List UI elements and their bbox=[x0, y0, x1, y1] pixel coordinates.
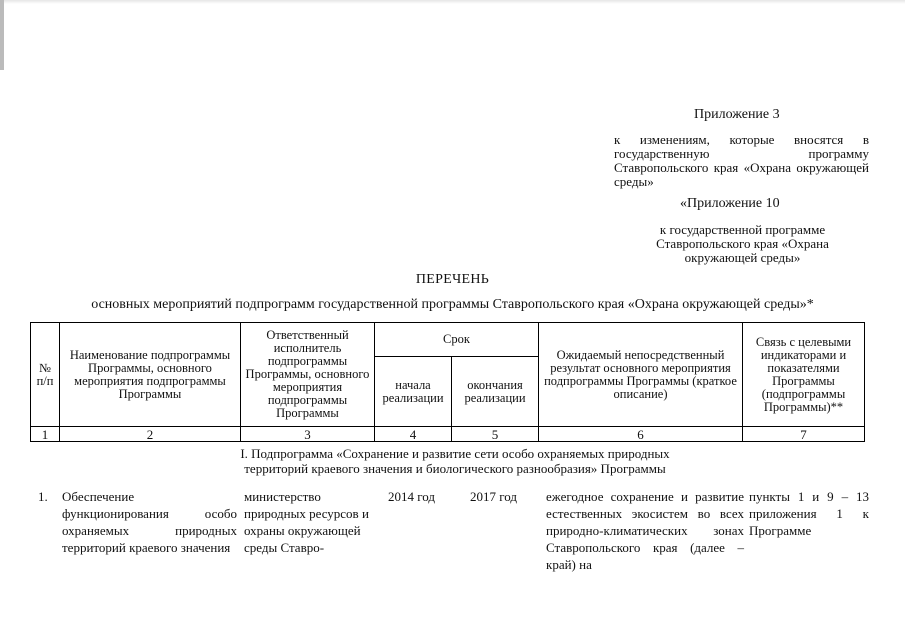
column-number: 4 bbox=[375, 427, 452, 442]
column-number: 5 bbox=[452, 427, 539, 442]
appendix-title: Приложение 3 bbox=[694, 107, 780, 122]
row-start-year: 2014 год bbox=[388, 489, 435, 504]
document-subtitle: основных мероприятий подпрограмм государственной программы Ставропольского края «Охрана окружающей среды»* bbox=[91, 297, 814, 312]
header-col-num: № п/п bbox=[31, 323, 60, 427]
row-end-year: 2017 год bbox=[470, 489, 517, 504]
row-activity-name: Обеспечение функционирования особо охраняемых природных территорий краевого значения bbox=[62, 489, 237, 555]
header-col-result: Ожидаемый непосредственный результат основного мероприятия подпрограммы Программы (краткое описание) bbox=[539, 323, 743, 427]
header-col-name: Наименование подпрограммы Программы, основного мероприятия подпрограммы Программы bbox=[60, 323, 241, 427]
header-col-end: окончания реализации bbox=[452, 357, 539, 427]
scan-edge-top bbox=[0, 0, 905, 4]
header-col-link: Связь с целевыми индикаторами и показателями Программы (подпрограммы Программы)** bbox=[743, 323, 865, 427]
section-title: I. Подпрограмма «Сохранение и развитие сети особо охраняемых природных территорий краевого значения и биологического разнообразия» Программы bbox=[240, 446, 670, 476]
appendix2-title: «Приложение 10 bbox=[680, 196, 780, 211]
activities-table bbox=[30, 322, 865, 442]
appendix-note: к изменениям, которые вносятся в государственную программу Ставропольского края «Охрана окружающей среды» bbox=[614, 132, 869, 189]
column-number: 7 bbox=[743, 427, 865, 442]
column-number: 2 bbox=[60, 427, 241, 442]
document-title: ПЕРЕЧЕНЬ bbox=[415, 272, 490, 287]
header-col-start: начала реализации bbox=[375, 357, 452, 427]
column-number: 1 bbox=[31, 427, 60, 442]
row-indicator-link: пункты 1 и 9 – 13 приложения 1 к Программе bbox=[749, 489, 869, 538]
column-number: 6 bbox=[539, 427, 743, 442]
row-expected-result: ежегодное сохранение и развитие естественных экосистем во всех природно-климатических зонах Ставропольского края (далее – край) на bbox=[546, 489, 744, 572]
header-col-term: Срок bbox=[375, 323, 539, 357]
header-col-executor: Ответственный исполнитель подпрограммы Программы, основного мероприятия подпрограммы Программы bbox=[241, 323, 375, 427]
row-executor: министерство природных ресурсов и охраны окружающей среды Ставро- bbox=[244, 489, 369, 555]
scan-edge-left bbox=[0, 0, 4, 70]
appendix2-note: к государственной программе Ставропольского края «Охрана окружающей среды» bbox=[656, 222, 829, 265]
column-number: 3 bbox=[241, 427, 375, 442]
row-number: 1. bbox=[38, 489, 48, 504]
